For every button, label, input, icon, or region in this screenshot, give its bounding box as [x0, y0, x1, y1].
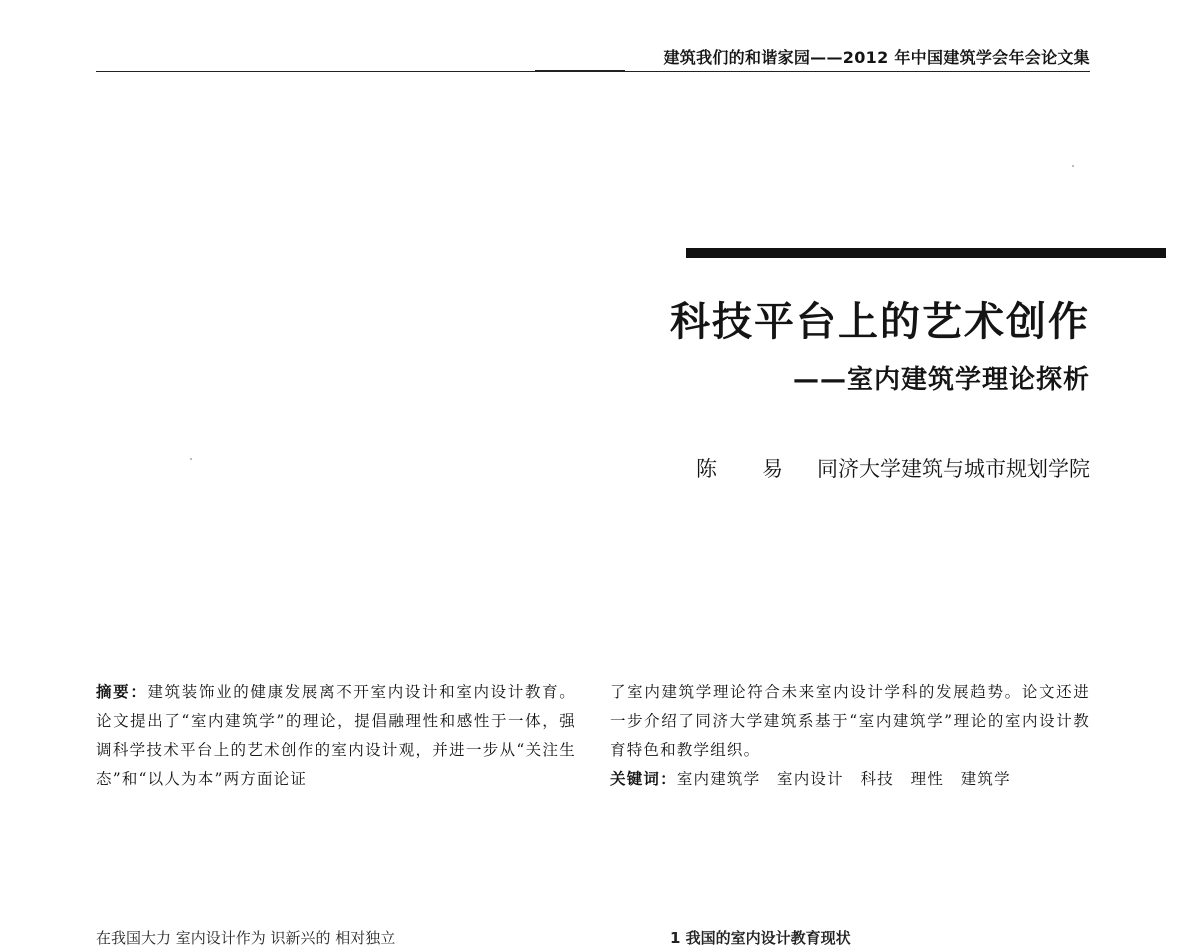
scan-speck — [190, 458, 192, 460]
keywords-list: 室内建筑学 室内设计 科技 理性 建筑学 — [676, 770, 1011, 788]
keywords-line — [610, 765, 1090, 794]
title-decoration-bar — [686, 248, 1166, 258]
abstract-column-right — [610, 678, 1090, 794]
author-name: 陈 易 — [696, 457, 795, 481]
keywords-label: 关键词： — [610, 770, 677, 788]
author-affiliation: 同济大学建筑与城市规划学院 — [817, 457, 1090, 481]
body-left-cutoff: 在我国大力 室内设计作为 识新兴的 相对独立 — [96, 929, 396, 947]
body-text-cutoff — [96, 928, 1090, 948]
abstract-label: 摘要： — [96, 683, 148, 701]
abstract-text-part1: 建筑装饰业的健康发展离不开室内设计和室内设计教育。论文提出了“室内建筑学”的理论，提倡融理性和感性于一体，强调科学技术平台上的艺术创作的室内设计观，并进一步从“关注生态”和“以人为本”两方面论证 — [96, 683, 576, 788]
running-header-title: 建筑我们的和谐家园——2012 年中国建筑学会年会论文集 — [663, 48, 1090, 67]
abstract-text-part2: 了室内建筑学理论符合未来室内设计学科的发展趋势。论文还进一步介绍了同济大学建筑系基于“室内建筑学”理论的室内设计教育特色和教学组织。 — [610, 683, 1090, 759]
article-title: 科技平台上的艺术创作 — [670, 299, 1090, 345]
scan-speck — [1072, 165, 1074, 167]
abstract-section — [96, 678, 1090, 794]
header-rule-accent — [535, 70, 625, 72]
article-subtitle: ——室内建筑学理论探析 — [792, 365, 1090, 395]
abstract-column-left — [96, 678, 576, 794]
section-heading-cutoff: 1 我国的室内设计教育现状 — [670, 929, 851, 947]
author-line — [696, 453, 1090, 483]
